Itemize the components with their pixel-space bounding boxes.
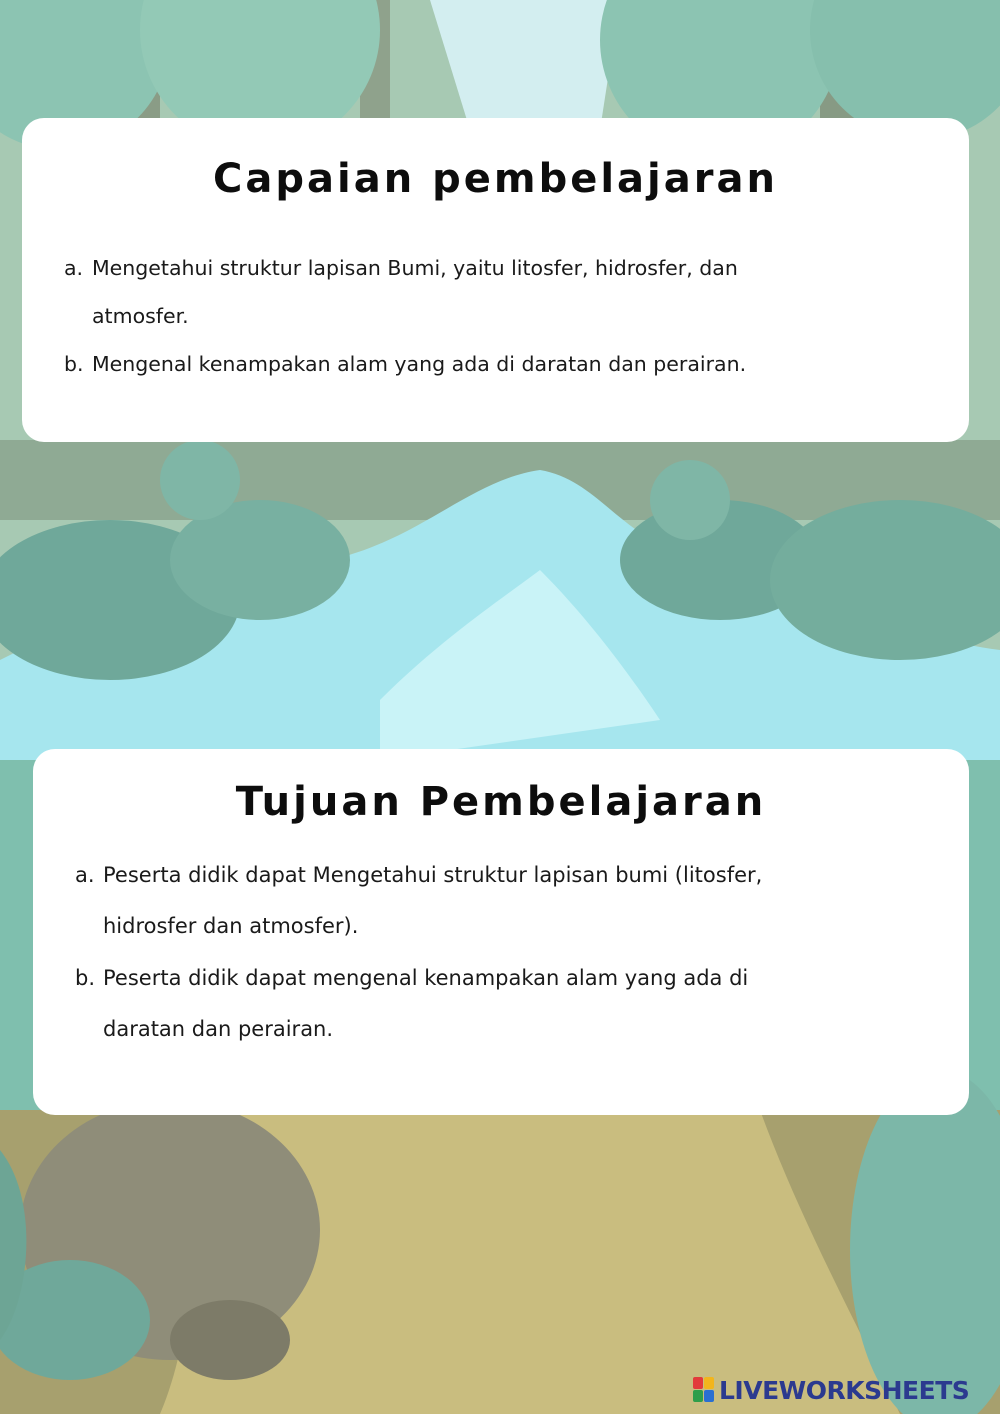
liveworksheets-logo[interactable] bbox=[693, 1372, 993, 1408]
capaian-title: Capaian pembelajaran bbox=[213, 156, 778, 202]
tujuan-title: Tujuan Pembelajaran bbox=[235, 779, 767, 825]
tujuan-item-b-line2: daratan dan perairan. bbox=[103, 1017, 334, 1041]
capaian-item-b-line1: Mengenal kenampakan alam yang ada di daratan dan perairan. bbox=[92, 352, 747, 376]
capaian-item-b-marker: b. bbox=[64, 352, 84, 376]
tujuan-item-a-line1: Peserta didik dapat Mengetahui struktur lapisan bumi (litosfer, bbox=[103, 863, 763, 887]
capaian-item-b bbox=[64, 340, 944, 388]
liveworksheets-logo-icon bbox=[693, 1377, 715, 1403]
capaian-card bbox=[22, 118, 969, 442]
tujuan-item-a bbox=[75, 850, 945, 952]
tujuan-item-a-line2: hidrosfer dan atmosfer). bbox=[103, 914, 359, 938]
tujuan-item-b-line1: Peserta didik dapat mengenal kenampakan alam yang ada di bbox=[103, 966, 749, 990]
capaian-item-a bbox=[64, 244, 944, 340]
capaian-item-a-marker: a. bbox=[64, 256, 84, 280]
capaian-item-a-line1: Mengetahui struktur lapisan Bumi, yaitu litosfer, hidrosfer, dan bbox=[92, 256, 738, 280]
tujuan-item-b-marker: b. bbox=[75, 966, 96, 990]
liveworksheets-logo-text: LIVEWORKSHEETS bbox=[719, 1375, 970, 1405]
tujuan-item-b bbox=[75, 953, 945, 1055]
tujuan-item-a-marker: a. bbox=[75, 863, 95, 887]
tujuan-card bbox=[33, 749, 969, 1115]
capaian-item-a-line2: atmosfer. bbox=[92, 304, 189, 328]
